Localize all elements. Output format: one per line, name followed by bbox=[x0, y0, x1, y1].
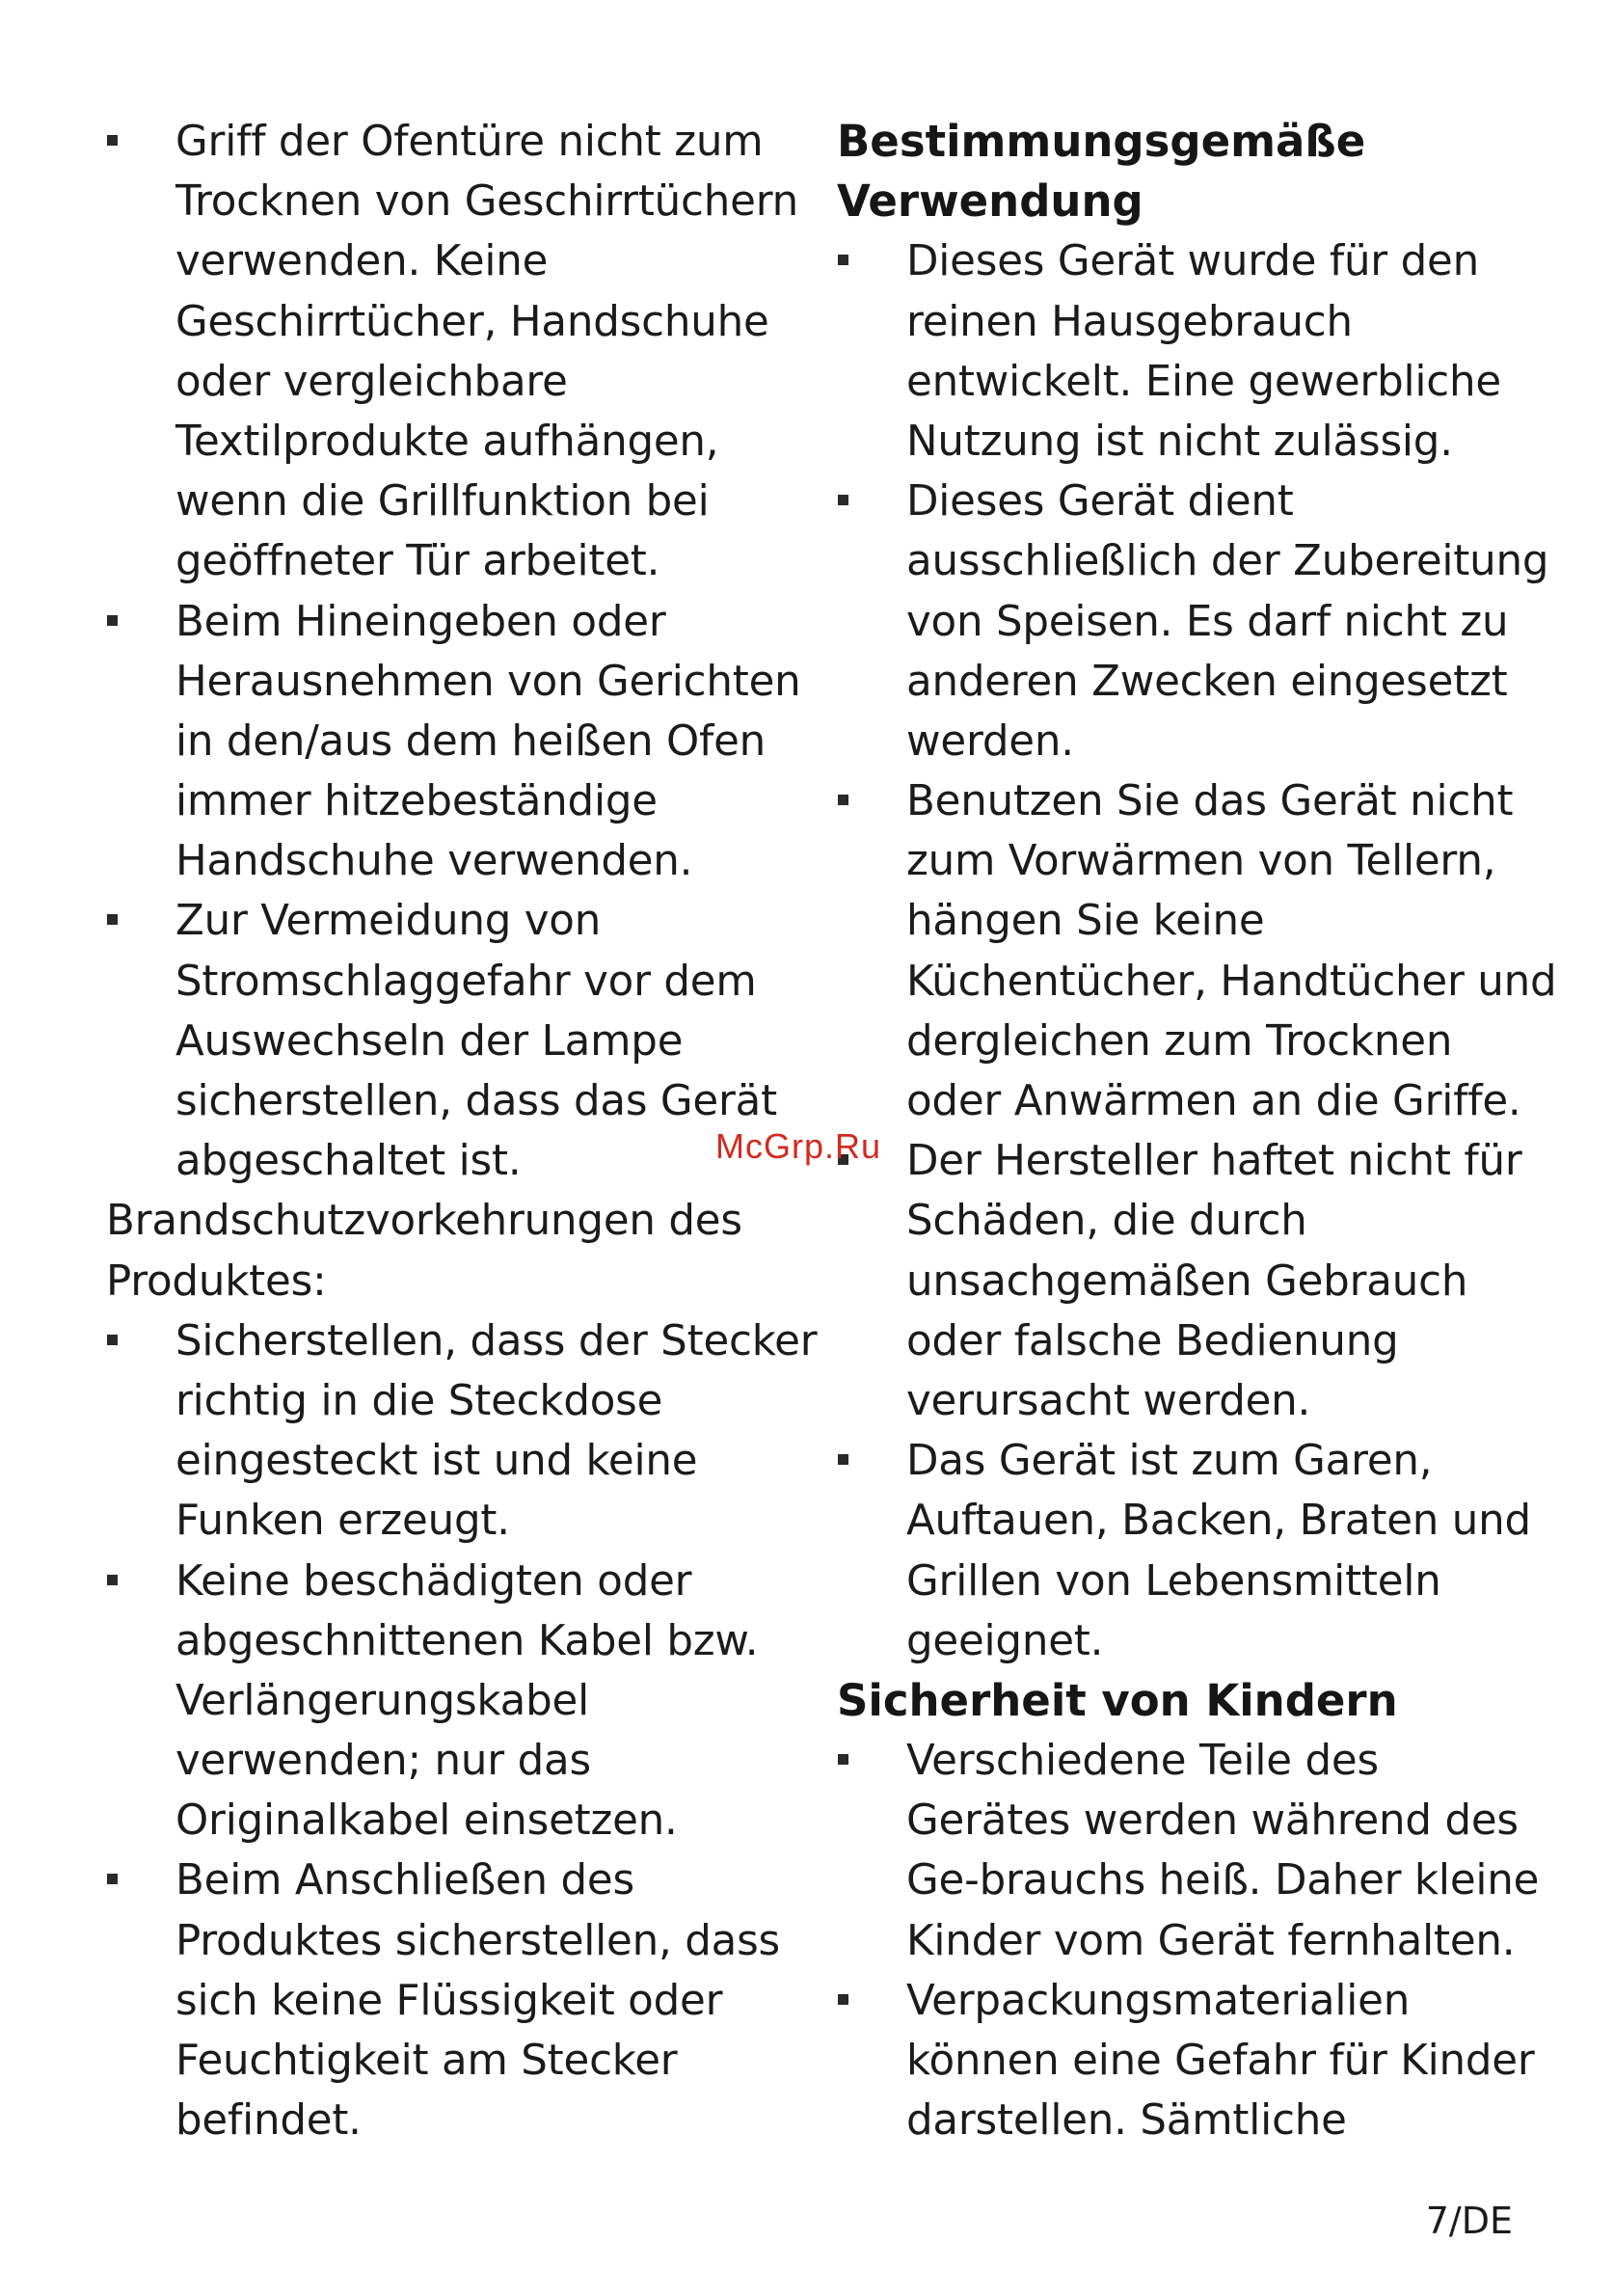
text-line: werden. bbox=[906, 716, 1074, 766]
list-item bbox=[837, 472, 1549, 771]
heading-child-safety: Sicherheit von Kindern bbox=[837, 1674, 1398, 1726]
text-line: Verpackungsmaterialien bbox=[906, 1976, 1411, 2025]
list-item bbox=[106, 1311, 818, 1552]
text-line: Funken erzeugt. bbox=[175, 1497, 510, 1546]
list-item bbox=[106, 1850, 781, 2150]
text-line: Trocknen von Geschirrtüchern bbox=[175, 177, 798, 227]
text-line: oder falsche Bedienung bbox=[906, 1316, 1399, 1365]
text-line: Der Hersteller haftet nicht für bbox=[906, 1137, 1522, 1186]
text-line: können eine Gefahr für Kinder bbox=[906, 2037, 1535, 2085]
list-item bbox=[106, 1552, 781, 1851]
text-line: Küchentücher, Handtücher und bbox=[906, 957, 1557, 1006]
text-line: Stromschlaggefahr vor dem bbox=[175, 957, 757, 1006]
text-line: ausschließlich der Zubereitung bbox=[906, 537, 1549, 586]
text-line: oder Anwärmen an die Griffe. bbox=[906, 1077, 1521, 1125]
heading-line: Verwendung bbox=[837, 176, 1143, 228]
bullet-icon bbox=[107, 1335, 118, 1345]
bullet-icon bbox=[838, 795, 848, 805]
bullet-icon bbox=[107, 1874, 118, 1884]
watermark: McGrp.Ru bbox=[715, 1126, 882, 1166]
text-line: zum Vorwärmen von Tellern, bbox=[906, 837, 1496, 886]
text-line: Herausnehmen von Gerichten bbox=[175, 657, 801, 706]
text-line: Dieses Gerät wurde für den bbox=[906, 237, 1479, 286]
text-line: Nutzung ist nicht zulässig. bbox=[906, 417, 1453, 466]
text-line: in den/aus dem heißen Ofen bbox=[175, 716, 767, 766]
text-line: darstellen. Sämtliche bbox=[906, 2096, 1347, 2146]
left-bullet-list-b bbox=[106, 1311, 818, 2151]
text-line: Schäden, die durch bbox=[906, 1197, 1307, 1246]
bullet-icon bbox=[838, 495, 848, 505]
list-item bbox=[837, 231, 1512, 472]
text-line: unsachgemäßen Gebrauch bbox=[906, 1256, 1468, 1306]
text-line: Kinder vom Gerät fernhalten. bbox=[906, 1916, 1516, 1965]
text-line: oder vergleichbare bbox=[175, 357, 568, 406]
text-line: Geschirrtücher, Handschuhe bbox=[175, 297, 769, 346]
text-line: abgeschaltet ist. bbox=[175, 1137, 522, 1186]
bullet-icon bbox=[838, 1754, 848, 1765]
text-line: Sicherstellen, dass der Stecker bbox=[175, 1316, 818, 1365]
bullet-icon bbox=[107, 1575, 118, 1585]
bullet-icon bbox=[107, 914, 118, 925]
text-line: reinen Hausgebrauch bbox=[906, 297, 1353, 346]
bullet-icon bbox=[838, 1454, 848, 1465]
right-bullet-list-b bbox=[837, 1731, 1540, 2150]
text-line: Keine beschädigten oder bbox=[175, 1556, 692, 1606]
text-line: von Speisen. Es darf nicht zu bbox=[906, 597, 1509, 646]
text-line: Originalkabel einsetzen. bbox=[175, 1796, 678, 1846]
text-line: Verlängerungskabel bbox=[175, 1676, 589, 1725]
text-line: abgeschnittenen Kabel bzw. bbox=[175, 1616, 759, 1665]
text-line: Ge-brauchs heiß. Daher kleine bbox=[906, 1856, 1540, 1905]
list-item bbox=[837, 1131, 1522, 1431]
right-column bbox=[837, 112, 1557, 2150]
text-line: hängen Sie keine bbox=[906, 897, 1265, 946]
list-item bbox=[837, 1971, 1535, 2151]
text-line: Feuchtigkeit am Stecker bbox=[175, 2037, 678, 2085]
text-line: Brandschutzvorkehrungen des bbox=[106, 1197, 742, 1246]
text-line: Zur Vermeidung von bbox=[175, 897, 602, 946]
text-line: Textilprodukte aufhängen, bbox=[175, 417, 719, 466]
heading-line: Bestimmungsgemäße bbox=[837, 116, 1366, 167]
text-line: entwickelt. Eine gewerbliche bbox=[906, 357, 1501, 406]
text-line: anderen Zwecken eingesetzt bbox=[906, 657, 1508, 706]
bullet-icon bbox=[838, 255, 848, 265]
list-item bbox=[837, 1731, 1540, 1971]
text-line: Gerätes werden während des bbox=[906, 1796, 1519, 1846]
text-line: Grillen von Lebensmitteln bbox=[906, 1556, 1441, 1606]
text-line: befindet. bbox=[175, 2096, 362, 2146]
text-line: Auswechseln der Lampe bbox=[175, 1016, 684, 1066]
bullet-icon bbox=[838, 1994, 848, 2005]
list-item bbox=[106, 592, 801, 892]
text-line: immer hitzebeständige bbox=[175, 777, 658, 826]
text-line: wenn die Grillfunktion bei bbox=[175, 477, 710, 527]
text-line: geeignet. bbox=[906, 1616, 1104, 1665]
right-bullet-list-a bbox=[837, 231, 1557, 1671]
text-line: richtig in die Steckdose bbox=[175, 1376, 663, 1425]
bullet-icon bbox=[107, 135, 118, 146]
fire-safety-paragraph bbox=[106, 1191, 781, 1310]
text-line: Beim Hineingeben oder bbox=[175, 597, 666, 646]
list-item bbox=[837, 1431, 1531, 1671]
text-line: geöffneter Tür arbeitet. bbox=[175, 537, 660, 586]
text-line: Auftauen, Backen, Braten und bbox=[906, 1497, 1531, 1546]
heading-intended-use bbox=[837, 112, 1512, 231]
text-line: Produktes: bbox=[106, 1256, 327, 1306]
text-line: Handschuhe verwenden. bbox=[175, 837, 693, 886]
text-line: verwenden. Keine bbox=[175, 237, 549, 286]
list-item bbox=[106, 891, 781, 1191]
text-line: Produktes sicherstellen, dass bbox=[175, 1916, 781, 1965]
list-item bbox=[837, 771, 1557, 1131]
text-line: dergleichen zum Trocknen bbox=[906, 1016, 1453, 1066]
text-line: sicherstellen, dass das Gerät bbox=[175, 1077, 777, 1125]
text-line: Griff der Ofentüre nicht zum bbox=[175, 118, 764, 166]
text-line: Dieses Gerät dient bbox=[906, 477, 1294, 527]
text-line: verursacht werden. bbox=[906, 1376, 1311, 1425]
text-line: Benutzen Sie das Gerät nicht bbox=[906, 777, 1514, 826]
text-line: Verschiedene Teile des bbox=[906, 1737, 1379, 1786]
text-line: Beim Anschließen des bbox=[175, 1856, 634, 1905]
text-line: sich keine Flüssigkeit oder bbox=[175, 1976, 723, 2025]
text-line: verwenden; nur das bbox=[175, 1737, 591, 1786]
text-line: Das Gerät ist zum Garen, bbox=[906, 1437, 1433, 1486]
text-line: eingesteckt ist und keine bbox=[175, 1437, 698, 1486]
bullet-icon bbox=[107, 615, 118, 626]
list-item bbox=[106, 112, 798, 592]
page-number: 7/DE bbox=[1425, 2200, 1513, 2242]
